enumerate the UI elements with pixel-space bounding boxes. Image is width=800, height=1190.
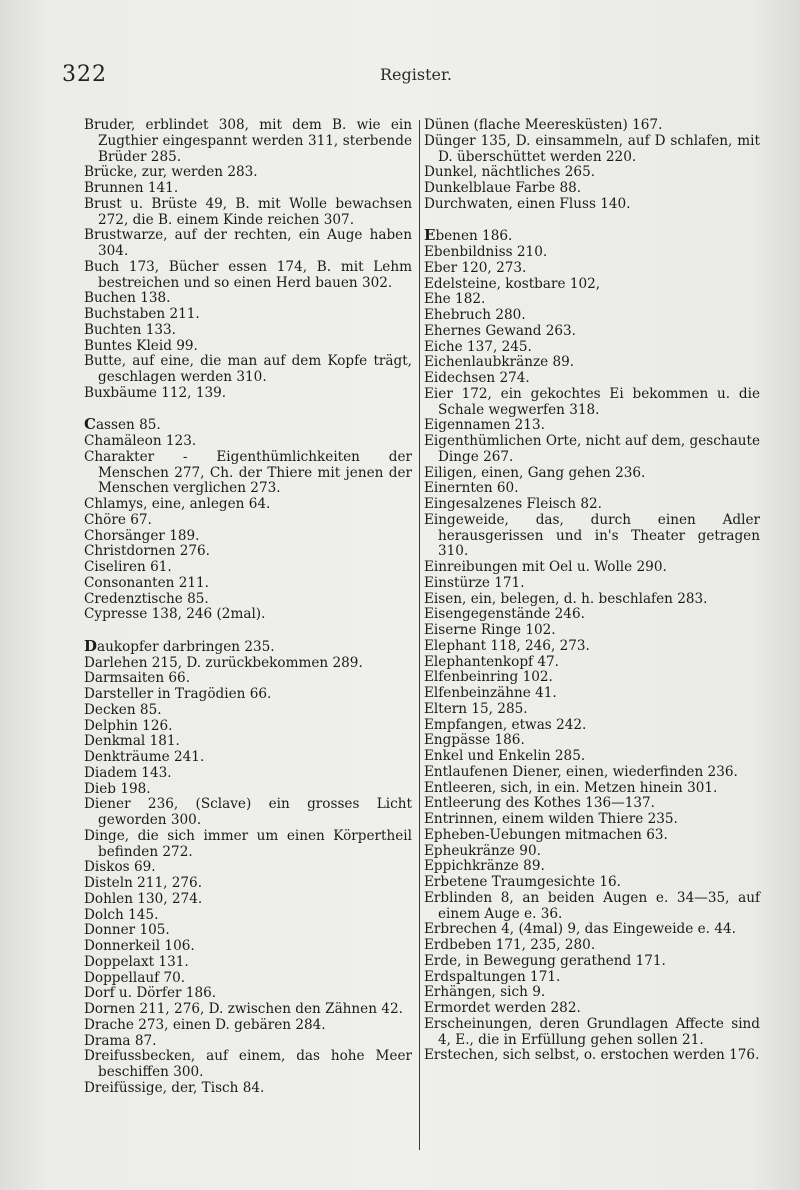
index-entry [424,292,760,308]
right-index-column [424,118,760,1163]
index-entry [424,733,760,749]
entry-text: Donner 105. [84,922,170,939]
index-entry [84,544,412,560]
index-entry [424,859,760,875]
entry-text: Darsteller in Tragödien 66. [84,686,272,702]
entry-text: Durchwaten, einen Fluss 140. [424,195,631,212]
entry-text: Eigenthümlichen Orte, nicht auf dem, geschaute Dinge 267. [424,433,760,465]
entry-text: Diener 236, (Sclave) ein grosses Licht geworden 300. [84,796,412,828]
entry-text: Chamäleon 123. [84,433,197,449]
index-entry [424,985,760,1001]
entry-text: Entrinnen, einem wilden Thiere 235. [424,811,678,827]
entry-text: Consonanten 211. [84,574,209,591]
index-entry [84,703,412,719]
entry-text: Buxbäume 112, 139. [84,384,227,401]
index-entry [84,354,412,386]
entry-text: Erscheinungen, deren Grundlagen Affecte sind 4, E., die in Erfüllung gehen sollen 21. [424,1015,760,1048]
index-entry [84,923,412,939]
entry-text: Diadem 143. [84,764,172,781]
entry-text: Eichenlaubkränze 89. [424,354,575,371]
entry-text: Dreifüssige, der, Tisch 84. [84,1079,265,1096]
index-entry [84,829,412,861]
index-entry [424,922,760,938]
index-entry [424,796,760,812]
entry-text: Erbrechen 4, (4mal) 9, das Eingeweide e. 44. [424,921,736,938]
section-gap [424,213,760,229]
index-entry [84,860,412,876]
index-entry [424,245,760,261]
entry-text: Eisen, ein, belegen, d. h. beschlafen 283. [424,590,708,607]
index-entry [84,291,412,307]
index-entry [424,639,760,655]
entry-text: Erdbeben 171, 235, 280. [424,937,596,953]
index-entry [424,118,760,134]
entry-text: Eiserne Ringe 102. [424,622,556,638]
index-entry [424,765,760,781]
index-entry [424,938,760,954]
entry-text: Eidechsen 274. [424,370,530,386]
entry-text: Dünger 135, D. einsammeln, auf D schlafen, mit D. überschüttet werden 220. [424,132,760,165]
entry-text: benen 186. [435,228,513,245]
index-entry [424,1001,760,1017]
entry-text: Diskos 69. [84,859,156,876]
index-entry [424,1048,760,1064]
index-entry [84,636,412,656]
entry-text: Brunnen 141. [84,180,179,196]
index-entry [84,607,412,623]
section-initial-letter: E [424,226,436,245]
entry-text: Edelsteine, kostbare 102, [424,275,601,292]
entry-text: aukopfer darbringen 235. [97,638,275,655]
entry-text: Einreibungen mit Oel u. Wolle 290. [424,559,667,575]
entry-text: Decken 85. [84,701,162,718]
index-entry [84,339,412,355]
entry-text: Epheben-Uebungen mitmachen 63. [424,826,668,843]
entry-text: Dunkel, nächtliches 265. [424,164,596,181]
index-entry [84,497,412,513]
entry-text: Cypresse 138, 246 (2mal). [84,606,266,623]
index-entry [84,197,412,229]
entry-text: Doppellauf 70. [84,969,186,986]
index-entry [84,118,412,165]
entry-text: Entlaufenen Diener, einen, wiederfinden 236. [424,763,738,780]
entry-text: Erde, in Bewegung gerathend 171. [424,952,666,969]
index-entry [424,308,760,324]
entry-text: Dolch 145. [84,906,159,923]
entry-text: Buchten 133. [84,321,176,338]
index-entry [84,434,412,450]
entry-text: Eppichkränze 89. [424,858,545,875]
index-entry [84,592,412,608]
index-entry [424,686,760,702]
index-entry [84,181,412,197]
index-columns [84,118,770,1163]
entry-text: Dorf u. Dörfer 186. [84,985,217,1002]
index-entry [424,497,760,513]
entry-text: Bruder, erblindet 308, mit dem B. wie ein Zugthier eingespannt werden 311, sterbende Brüder 285. [84,117,412,165]
index-entry [424,749,760,765]
entry-text: Dieb 198. [84,780,151,797]
entry-text: Elephantenkopf 47. [424,653,559,670]
entry-text: Elfenbeinring 102. [424,669,553,686]
entry-text: Donnerkeil 106. [84,938,195,954]
index-entry [424,371,760,387]
index-entry [84,719,412,735]
index-entry [424,718,760,734]
index-entry [424,340,760,356]
index-entry [84,165,412,181]
entry-text: Ermordet werden 282. [424,1000,581,1016]
index-entry [424,891,760,923]
page-number: 322 [62,62,107,87]
entry-text: Eltern 15, 285. [424,700,528,717]
entry-text: Dreifussbecken, auf einem, das hohe Meer beschiffen 300. [84,1048,412,1080]
index-entry [424,970,760,986]
index-entry [424,623,760,639]
entry-text: Eiche 137, 245. [424,338,532,355]
entry-text: Christdornen 276. [84,543,210,560]
entry-text: Engpässe 186. [424,732,525,749]
index-entry [424,228,760,245]
entry-text: Erdspaltungen 171. [424,968,561,985]
index-entry [424,781,760,797]
index-entry [84,307,412,323]
entry-text: Eisengegenstände 246. [424,606,585,623]
index-entry [424,844,760,860]
index-entry [424,576,760,592]
entry-text: Chorsänger 189. [84,527,200,544]
index-entry [84,986,412,1002]
index-entry [424,954,760,970]
entry-text: Brücke, zur, werden 283. [84,164,258,181]
entry-text: Elfenbeinzähne 41. [424,685,557,701]
index-entry [84,529,412,545]
entry-text: Eiligen, einen, Gang gehen 236. [424,464,646,481]
index-entry [424,513,760,560]
entry-text: Buch 173, Bücher essen 174, B. mit Lehm bestreichen und so einen Herd bauen 302. [84,258,412,291]
index-entry [424,434,760,466]
entry-text: Chlamys, eine, anlegen 64. [84,496,271,512]
index-entry [424,324,760,340]
entry-text: Buntes Kleid 99. [84,337,198,354]
entry-text: Enkel und Enkelin 285. [424,748,586,764]
entry-text: Einstürze 171. [424,574,525,591]
entry-text: Eingeweide, das, durch einen Adler herausgerissen und in's Theater getragen 310. [424,511,760,560]
index-entry [424,1017,760,1049]
index-entry [424,418,760,434]
running-head: Register. [380,65,452,84]
entry-text: Chöre 67. [84,511,152,528]
index-entry [84,228,412,260]
index-entry [424,875,760,891]
index-entry [424,560,760,576]
index-entry [84,971,412,987]
index-entry [84,892,412,908]
section-gap [84,402,412,418]
index-entry [84,576,412,592]
section-gap [84,623,412,639]
index-entry [84,766,412,782]
index-entry [84,939,412,955]
index-entry [424,655,760,671]
index-entry [424,481,760,497]
index-entry [84,782,412,798]
entry-text: Erbetene Traumgesichte 16. [424,874,621,890]
index-entry [424,812,760,828]
entry-text: Darmsaiten 66. [84,670,191,687]
index-entry [84,450,412,497]
index-entry [84,1081,412,1097]
entry-text: Einernten 60. [424,480,519,497]
index-entry [424,466,760,482]
entry-text: Brustwarze, auf der rechten, ein Auge haben 304. [84,227,412,259]
index-entry [84,671,412,687]
entry-text: Dinge, die sich immer um einen Körpertheil befinden 272. [84,827,412,860]
index-entry [84,1002,412,1018]
entry-text: Brust u. Brüste 49, B. mit Wolle bewachsen 272, die B. einem Kinde reichen 307. [84,195,412,228]
index-entry [84,260,412,292]
entry-text: Eier 172, ein gekochtes Ei bekommen u. die Schale wegwerfen 318. [424,385,760,418]
entry-text: Ehebruch 280. [424,307,526,323]
entry-text: Eber 120, 273. [424,259,527,276]
entry-text: Denkträume 241. [84,749,205,765]
entry-text: Ehernes Gewand 263. [424,322,577,339]
index-entry [84,417,412,434]
left-index-column [84,118,412,1163]
entry-text: Ehe 182. [424,291,486,308]
entry-text: Denkmal 181. [84,733,180,750]
index-entry [424,355,760,371]
index-entry [424,670,760,686]
entry-text: Empfangen, etwas 242. [424,716,587,733]
entry-text: Entleeren, sich, in ein. Metzen hinein 301. [424,779,718,796]
index-entry [84,323,412,339]
index-entry [84,1034,412,1050]
index-entry [84,797,412,829]
index-entry [424,181,760,197]
entry-text: Doppelaxt 131. [84,953,189,970]
entry-text: Ebenbildniss 210. [424,244,548,260]
entry-text: Eigennamen 213. [424,417,545,434]
entry-text: Charakter - Eigenthümlichkeiten der Menschen 277, Ch. der Thiere mit jenen der Menschen verglichen 273. [84,448,412,497]
entry-text: Erblinden 8, an beiden Augen e. 34—35, auf einem Auge e. 36. [424,889,760,922]
index-entry [424,277,760,293]
entry-text: Dünen (flache Meeresküsten) 167. [424,117,663,133]
entry-text: Buchstaben 211. [84,306,200,322]
index-entry [424,165,760,181]
index-entry [84,908,412,924]
entry-text: Entleerung des Kothes 136—137. [424,795,655,812]
entry-text: Ciseliren 61. [84,559,172,575]
entry-text: Darlehen 215, D. zurückbekommen 289. [84,654,363,671]
section-initial-letter: C [84,415,96,434]
index-entry [84,734,412,750]
index-entry [84,386,412,402]
entry-text: Dohlen 130, 274. [84,890,203,907]
entry-text: Erstechen, sich selbst, o. erstochen werden 176. [424,1047,760,1064]
index-entry [424,197,760,213]
index-entry [424,261,760,277]
index-entry [424,134,760,166]
entry-text: Credenztische 85. [84,590,209,607]
index-entry [84,687,412,703]
entry-text: Dornen 211, 276, D. zwischen den Zähnen 42. [84,1001,403,1017]
index-entry [84,513,412,529]
entry-text: Erhängen, sich 9. [424,984,546,1001]
index-entry [84,955,412,971]
index-entry [84,656,412,672]
index-entry [424,592,760,608]
index-entry [424,702,760,718]
index-entry [84,1049,412,1081]
column-divider [419,120,420,1150]
index-entry [424,828,760,844]
entry-text: Epheukränze 90. [424,842,541,859]
entry-text: Buchen 138. [84,290,171,307]
index-entry [424,387,760,419]
entry-text: Elephant 118, 246, 273. [424,637,590,654]
entry-text: Drama 87. [84,1032,157,1049]
entry-text: Delphin 126. [84,717,173,734]
index-entry [84,750,412,766]
entry-text: Dunkelblaue Farbe 88. [424,180,582,196]
entry-text: Disteln 211, 276. [84,875,203,891]
index-entry [84,876,412,892]
entry-text: Butte, auf eine, die man auf dem Kopfe trägt, geschlagen werden 310. [84,353,412,385]
entry-text: Eingesalzenes Fleisch 82. [424,496,602,512]
page-header [62,62,760,92]
index-entry [84,1018,412,1034]
section-initial-letter: D [84,636,98,655]
entry-text: Drache 273, einen D. gebären 284. [84,1016,326,1033]
index-entry [84,560,412,576]
entry-text: assen 85. [95,417,161,434]
index-entry [424,607,760,623]
